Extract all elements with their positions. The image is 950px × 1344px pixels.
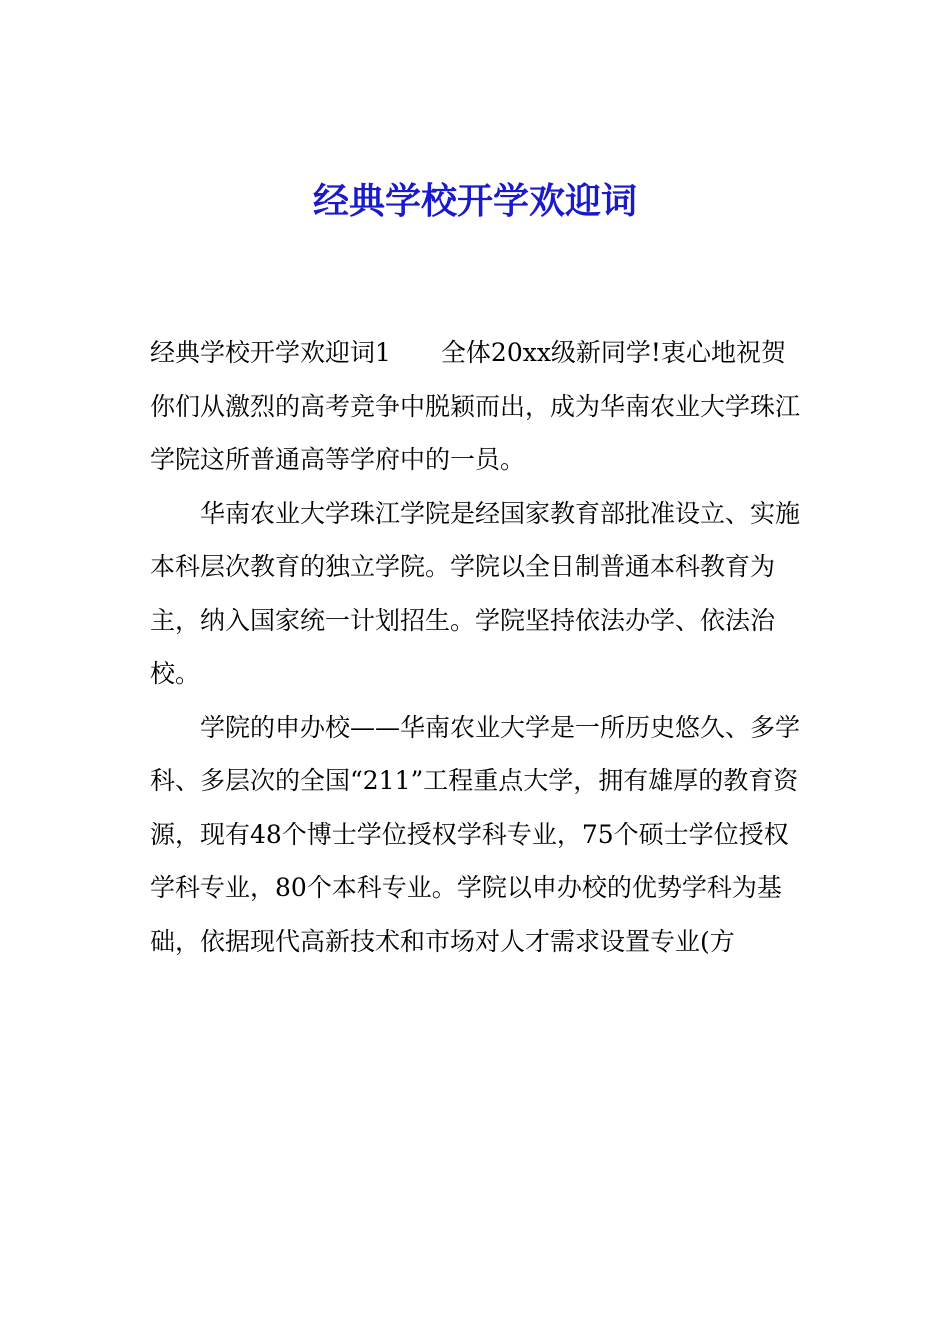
- paragraph-1: 经典学校开学欢迎词1 全体20xx级新同学!衷心地祝贺你们从激烈的高考竞争中脱颖而出，成为华南农业大学珠江学院这所普通高等学府中的一员。: [150, 338, 801, 474]
- document-title: 经典学校开学欢迎词: [312, 181, 637, 222]
- paragraph-2: 华南农业大学珠江学院是经国家教育部批准设立、实施本科层次教育的独立学院。学院以全日制普通本科教育为主，纳入国家统一计划招生。学院坚持依法办学、依法治校。: [150, 498, 801, 688]
- document-body: [150, 326, 810, 968]
- paragraph-3: 学院的申办校——华南农业大学是一所历史悠久、多学科、多层次的全国“211”工程重点大学，拥有雄厚的教育资源，现有48个博士学位授权学科专业，75个硕士学位授权学科专业，80个本科专业。学院以申办校的优势学科为基础，依据现代高新技术和市场对人才需求设置专业(方: [150, 712, 801, 956]
